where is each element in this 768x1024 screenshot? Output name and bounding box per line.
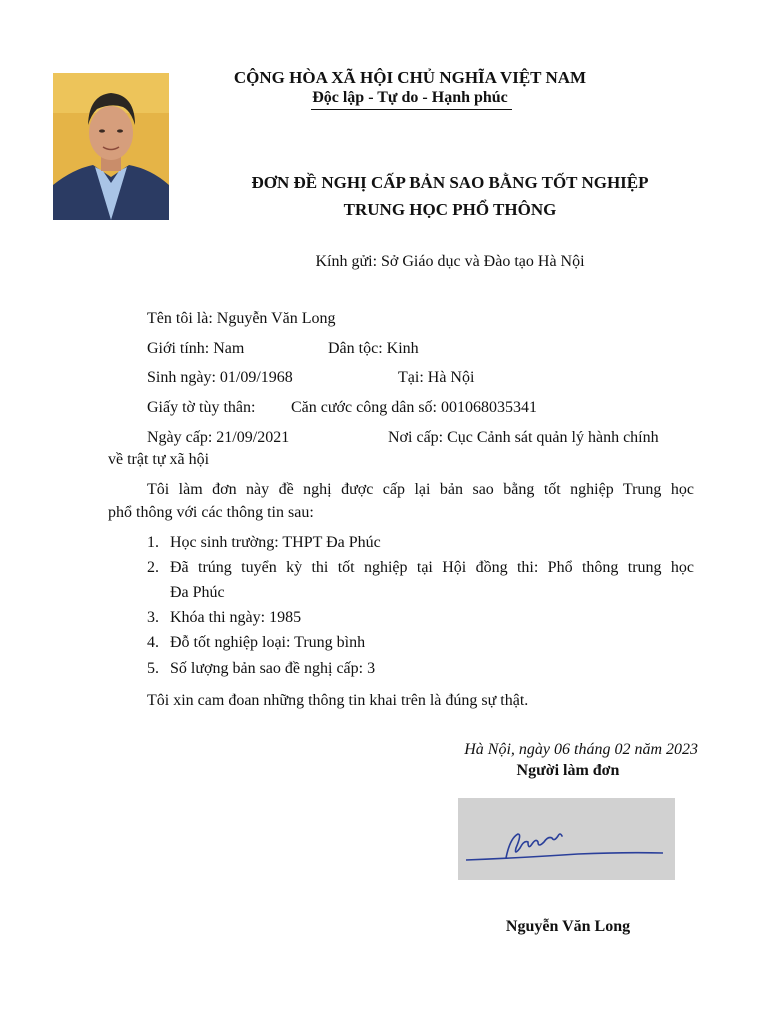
signature-image [458,798,675,880]
list-item: Số lượng bản sao đề nghị cấp: 3 [170,660,376,677]
list-item: Học sinh trường: THPT Đa Phúc [170,534,381,551]
applicant-birthplace: Tại: Hà Nội [398,369,475,386]
motto-underline [311,109,512,110]
document-title-line2: TRUNG HỌC PHỔ THÔNG [343,200,557,219]
list-item-number: 3. [147,609,159,626]
applicant-dob: Sinh ngày: 01/09/1968 [147,369,293,386]
list-item-number: 1. [147,534,159,551]
list-item-cont: Đa Phúc [170,584,225,601]
signature-date: Hà Nội, ngày 06 tháng 02 năm 2023 [464,741,698,758]
national-title: CỘNG HÒA XÃ HỘI CHỦ NGHĨA VIỆT NAM [233,68,587,87]
signature-title: Người làm đơn [516,762,620,779]
request-paragraph-line2: phổ thông với các thông tin sau: [108,504,314,521]
list-item: Đã trúng tuyển kỳ thi tốt nghiệp tại Hội đồng thi: Phổ thông trung học [170,559,694,576]
id-issue-place-cont: về trật tự xã hội [108,451,210,468]
list-item-number: 5. [147,660,159,677]
list-item: Khóa thi ngày: 1985 [170,609,302,626]
applicant-ethnicity: Dân tộc: Kinh [328,340,419,357]
id-label: Giấy tờ tùy thân: [147,399,256,416]
signatory-name: Nguyễn Văn Long [505,918,631,935]
list-item-number: 4. [147,634,159,651]
list-item: Đỗ tốt nghiệp loại: Trung bình [170,634,366,651]
applicant-name: Tên tôi là: Nguyễn Văn Long [147,310,336,327]
id-issue-place: Nơi cấp: Cục Cảnh sát quản lý hành chính [388,429,659,446]
id-issue-date: Ngày cấp: 21/09/2021 [147,429,290,446]
applicant-gender: Giới tính: Nam [147,340,245,357]
portrait-photo [53,73,169,220]
national-motto: Độc lập - Tự do - Hạnh phúc [312,89,508,106]
list-item-number: 2. [147,559,159,576]
document-title-line1: ĐƠN ĐỀ NGHỊ CẤP BẢN SAO BẰNG TỐT NGHIỆP [251,173,649,192]
request-paragraph-line1: Tôi làm đơn này đề nghị được cấp lại bản sao bằng tốt nghiệp Trung học [147,481,694,498]
recipient-line: Kính gửi: Sở Giáo dục và Đào tạo Hà Nội [315,253,585,270]
id-value: Căn cước công dân số: 001068035341 [291,399,537,416]
declaration: Tôi xin cam đoan những thông tin khai trên là đúng sự thật. [147,692,529,709]
